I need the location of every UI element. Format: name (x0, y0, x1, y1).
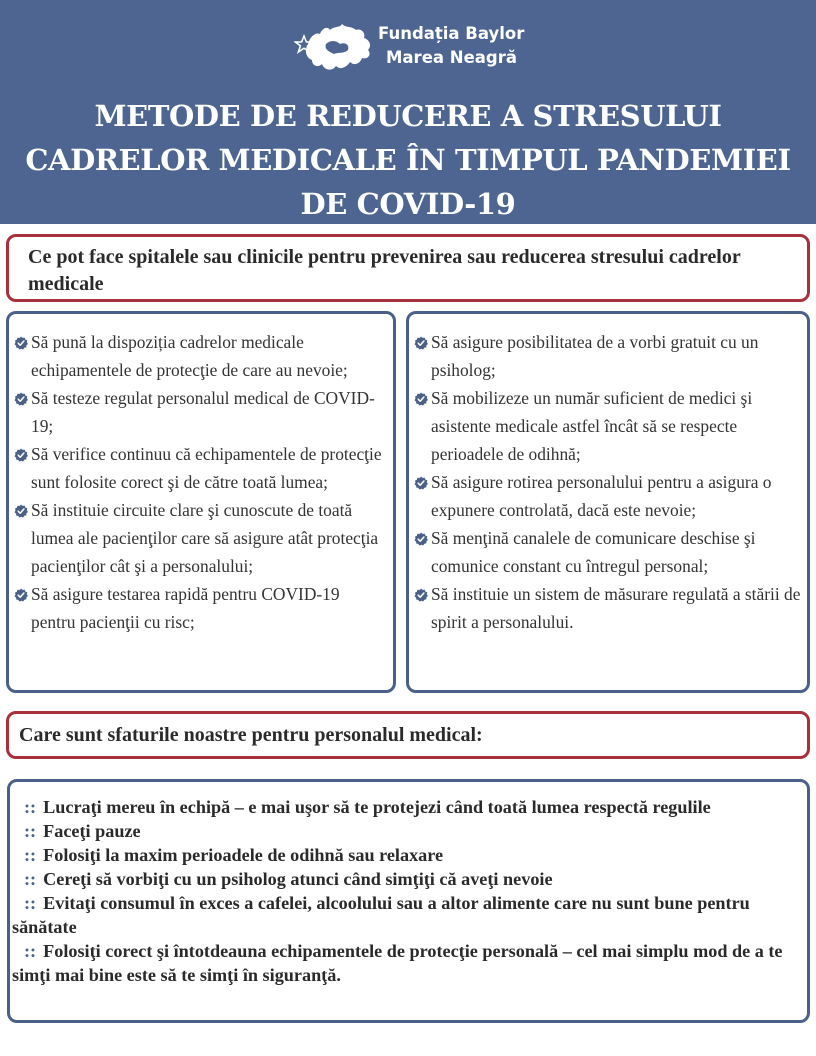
tip-text: Evitaţi consumul în exces a cafelei, alcoolului sau a altor alimente care nu sunt bune pentru sănătate (12, 893, 750, 937)
tip-bullet-mark: :: (24, 893, 37, 913)
hospital-question-box (6, 234, 810, 302)
check-badge-icon (414, 588, 428, 602)
staff-question: Care sunt sfaturile noastre pentru personalul medical: (19, 724, 483, 746)
tip-bullet-mark: :: (24, 845, 37, 865)
tip-item (12, 867, 801, 891)
check-badge-icon (414, 392, 428, 406)
black-sea-map-with-star-icon (294, 22, 376, 74)
list-item (414, 384, 801, 468)
tip-bullet-mark: :: (24, 941, 37, 961)
list-item (414, 468, 801, 524)
list-item (14, 440, 387, 496)
tip-item (12, 843, 801, 867)
tip-bullet-mark: :: (24, 869, 37, 889)
check-badge-icon (14, 336, 28, 350)
tip-text: Folosiţi la maxim perioadele de odihnă sau relaxare (43, 845, 444, 865)
tip-text: Folosiţi corect şi întotdeauna echipamentele de protecţie personală – cel mai simplu mod de a te simţi mai bine este să te simţi în siguranţă. (12, 941, 783, 985)
list-item-text: Să instituie un sistem de măsurare regulată a stării de spirit a personalului. (431, 584, 801, 632)
check-badge-icon (414, 336, 428, 350)
list-item-text: Să instituie circuite clare şi cunoscute de toată lumea ale pacienţilor care să asigure atât protecţia pacienţilor cât şi a personalului; (31, 500, 379, 576)
left-measures-column (6, 311, 396, 693)
brand-name (378, 22, 524, 70)
list-item (414, 524, 801, 580)
list-item-text: Să testeze regulat personalul medical de COVID-19; (31, 388, 375, 436)
tip-text: Lucraţi mereu în echipă – e mai uşor să te protejezi când toată lumea respectă regulile (43, 797, 711, 817)
check-badge-icon (14, 588, 28, 602)
brand-logo (294, 20, 534, 76)
check-badge-icon (14, 504, 28, 518)
list-item (414, 580, 801, 636)
list-item (414, 328, 801, 384)
check-badge-icon (414, 532, 428, 546)
tip-item (12, 795, 801, 819)
page-title: METODE DE REDUCERE A STRESULUI CADRELOR MEDICALE ÎN TIMPUL PANDEMIEI DE COVID-19 (25, 99, 791, 221)
left-measures-list (14, 328, 387, 636)
list-item-text: Să asigure testarea rapidă pentru COVID-19 pentru pacienţii cu risc; (31, 584, 340, 632)
right-measures-column (406, 311, 810, 693)
list-item (14, 580, 387, 636)
tip-bullet-mark: :: (24, 821, 37, 841)
list-item (14, 384, 387, 440)
list-item-text: Să asigure rotirea personalului pentru a asigura o expunere controlată, dacă este nevoie; (431, 472, 772, 520)
staff-question-box (6, 711, 810, 759)
list-item-text: Să asigure posibilitatea de a vorbi gratuit cu un psiholog; (431, 332, 759, 380)
hospital-question: Ce pot face spitalele sau clinicile pentru prevenirea sau reducerea stresului cadrelor medicale (28, 246, 741, 295)
check-badge-icon (14, 448, 28, 462)
staff-tips-list (12, 795, 801, 987)
tip-item (12, 819, 801, 843)
list-item-text: Să verifice continuu că echipamentele de protecţie sunt folosite corect şi de către toată lumea; (31, 444, 382, 492)
tip-item (12, 891, 801, 939)
right-measures-list (414, 328, 801, 636)
list-item (14, 328, 387, 384)
brand-line-2: Marea Neagră (386, 48, 517, 67)
brand-line-1: Fundația Baylor (378, 24, 525, 43)
check-badge-icon (414, 476, 428, 490)
tip-item (12, 939, 801, 987)
staff-tips-box (7, 779, 810, 1023)
tip-text: Faceţi pauze (43, 821, 141, 841)
tip-bullet-mark: :: (24, 797, 37, 817)
tip-text: Cereţi să vorbiţi cu un psiholog atunci când simţiţi că aveţi nevoie (43, 869, 553, 889)
list-item-text: Să menţină canalele de comunicare deschise şi comunice constant cu întregul personal; (431, 528, 756, 576)
list-item-text: Să mobilizeze un număr suficient de medici şi asistente medicale astfel încât să se respecte perioadele de odihnă; (431, 388, 753, 464)
list-item (14, 496, 387, 580)
check-badge-icon (14, 392, 28, 406)
page-header (0, 0, 816, 224)
list-item-text: Să pună la dispoziția cadrelor medicale echipamentele de protecţie de care au nevoie; (31, 332, 348, 380)
